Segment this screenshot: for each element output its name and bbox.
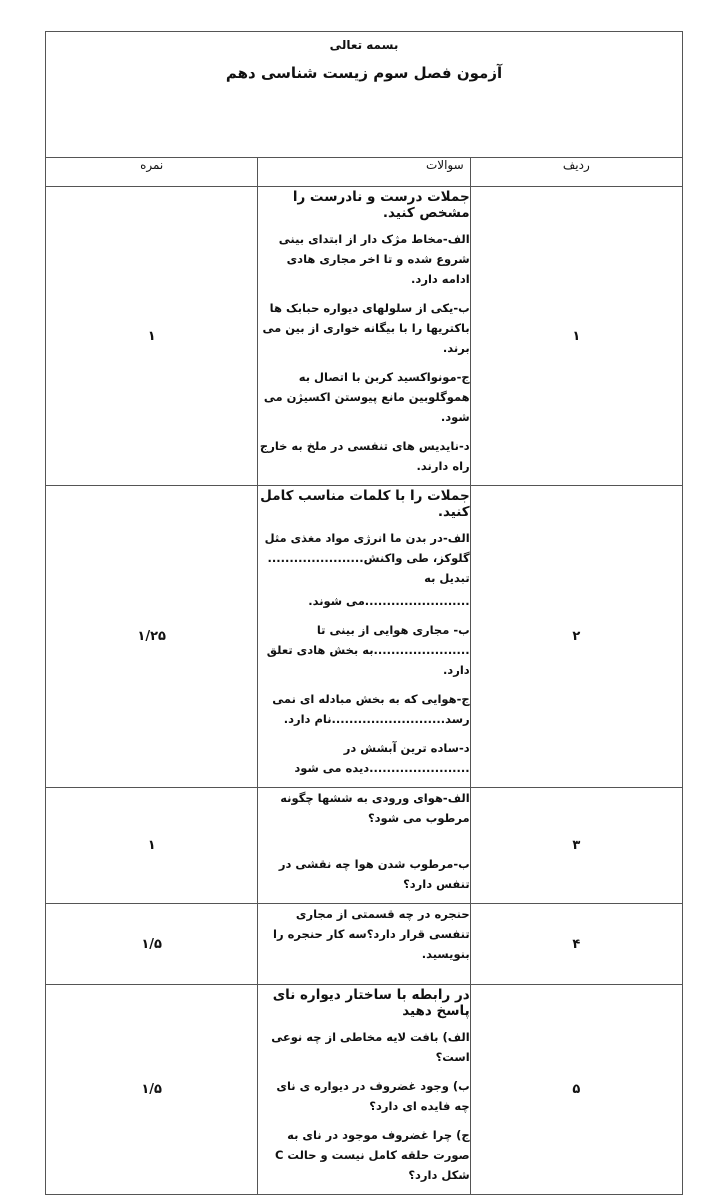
- question-line: د-نایدیس های تنفسی در ملخ به خارج راه دارند.: [259, 439, 470, 473]
- question-body: [258, 788, 470, 904]
- question-score: ۱/۵: [46, 985, 258, 1195]
- question-line: ........................می شوند.: [308, 594, 470, 608]
- question-row-3: [46, 788, 683, 904]
- question-line: ب-مرطوب شدن هوا چه نقشی در تنفس دارد؟: [278, 857, 470, 891]
- question-row-2: [46, 486, 683, 788]
- question-body: [258, 486, 470, 788]
- question-line: الف-مخاط مژک دار از ابتدای بینی شروع شده و تا اخر مجاری هادی ادامه دارد.: [278, 232, 470, 286]
- question-row-5: [46, 985, 683, 1195]
- question-body: [258, 904, 470, 985]
- exam-sheet: [45, 31, 683, 1195]
- question-score: ۱/۵: [46, 904, 258, 985]
- question-number: ۱: [470, 187, 682, 486]
- question-line: ج-هوایی که به بخش مبادله ای نمی رسد..........................نام دارد.: [272, 692, 470, 726]
- question-score: ۱: [46, 788, 258, 904]
- question-line: ج-مونواکسید کربن با اتصال به هموگلوبین مانع پیوستن اکسیژن می شود.: [263, 370, 470, 424]
- question-line: ب) وجود غضروف در دیواره ی نای چه فایده ای دارد؟: [276, 1079, 470, 1113]
- question-number: ۵: [470, 985, 682, 1195]
- question-line: ج) چرا غضروف موجود در نای به صورت حلقه کامل نیست و حالت C شکل دارد؟: [274, 1128, 470, 1182]
- question-number: ۲: [470, 486, 682, 788]
- question-line: ب- مجاری هوایی از بینی تا ......................به بخش هادی تعلق دارد.: [266, 623, 470, 677]
- basmala: بسمه تعالی: [329, 38, 399, 52]
- exam-table: [45, 31, 683, 1195]
- question-number: ۳: [470, 788, 682, 904]
- question-number: ۴: [470, 904, 682, 985]
- question-line: الف-هوای ورودی به ششها چگونه مرطوب می شود؟: [280, 791, 470, 825]
- question-line: ب-یکی از سلولهای دیواره حبابک ها باکتریها را با بیگانه خواری از بین می برند.: [262, 301, 470, 355]
- exam-title: آزمون فصل سوم زیست شناسی دهم: [225, 64, 503, 82]
- question-heading: جملات درست و نادرست را مشخص کنید.: [292, 189, 470, 221]
- question-score: ۱/۲۵: [46, 486, 258, 788]
- question-row-1: [46, 187, 683, 486]
- header-cell: [46, 32, 683, 158]
- question-line: الف-در بدن ما انرژی مواد مغذی مثل گلوکز، طی واکنش...................... تبدیل به: [264, 531, 470, 585]
- column-header-row: [46, 158, 683, 187]
- header-row: [46, 32, 683, 158]
- question-line: حنجره در چه قسمتی از مجاری تنفسی قرار دارد؟سه کار حنجره را بنویسید.: [273, 907, 470, 961]
- column-questions: سوالات: [258, 158, 470, 187]
- column-radif: ردیف: [470, 158, 682, 187]
- question-row-4: [46, 904, 683, 985]
- question-line: الف) بافت لایه مخاطی از چه نوعی است؟: [271, 1030, 470, 1064]
- question-body: [258, 187, 470, 486]
- question-body: [258, 985, 470, 1195]
- column-score: نمره: [46, 158, 258, 187]
- question-heading: جملات را با کلمات مناسب کامل کنید.: [260, 488, 470, 520]
- question-heading: در رابطه با ساختار دیواره نای پاسخ دهید: [272, 987, 470, 1019]
- question-score: ۱: [46, 187, 258, 486]
- question-line: د-ساده ترین آبشش در .......................دیده می شود: [294, 741, 470, 775]
